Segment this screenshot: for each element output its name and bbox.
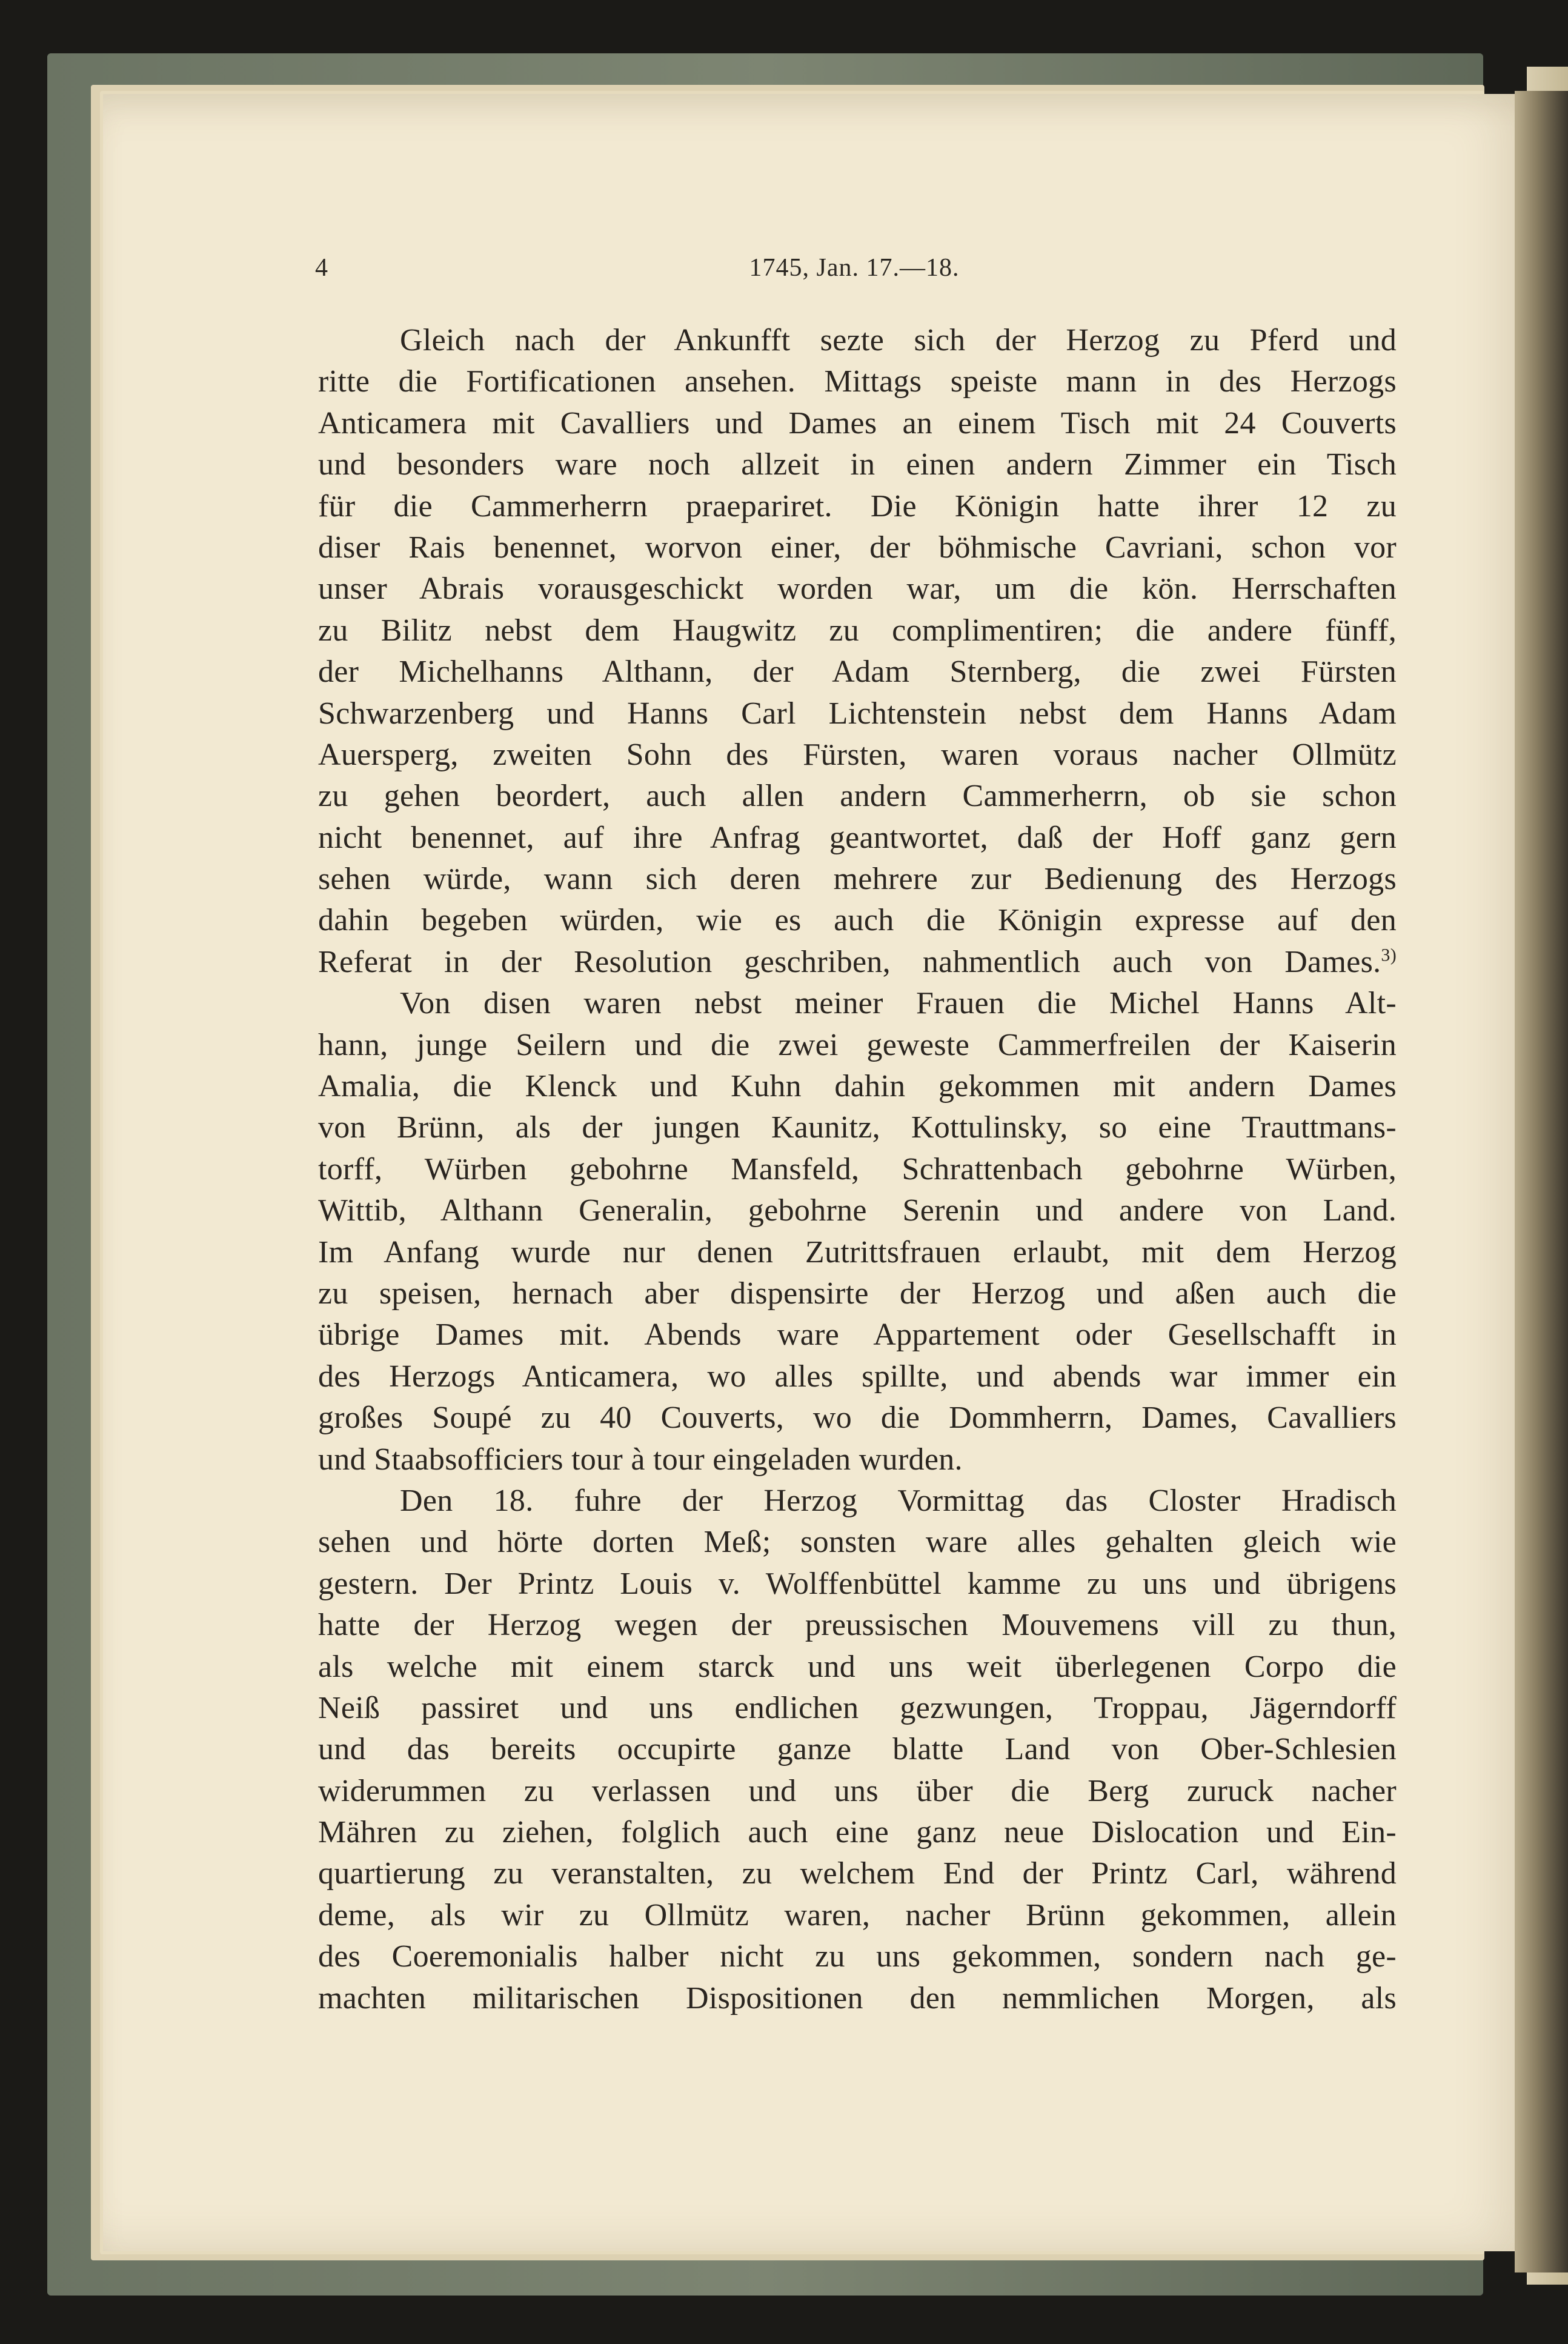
text-line: von Brünn, als der jungen Kaunitz, Kottulinsky, so eine Trauttmans-: [318, 1110, 1397, 1145]
text-line: hatte der Herzog wegen der preussischen Mouvemens vill zu thun,: [318, 1608, 1397, 1643]
book-gutter: [1515, 91, 1568, 2272]
text-line: großes Soupé zu 40 Couverts, wo die Dommherrn, Dames, Cavalliers: [318, 1400, 1397, 1436]
text-line: der Michelhanns Althann, der Adam Sternberg, die zwei Fürsten: [318, 654, 1397, 690]
text-line: Wittib, Althann Generalin, gebohrne Serenin und andere von Land.: [318, 1193, 1397, 1228]
text-line: Gleich nach der Ankunfft sezte sich der Herzog zu Pferd und: [400, 323, 1397, 358]
text-line: Auersperg, zweiten Sohn des Fürsten, waren voraus nacher Ollmütz: [318, 737, 1397, 772]
text-line: sehen würde, wann sich deren mehrere zur Bedienung des Herzogs: [318, 862, 1397, 897]
text-line: und Staabsofficiers tour à tour eingeladen wurden.: [318, 1442, 963, 1477]
text-line: dahin begeben würden, wie es auch die Königin expresse auf den: [318, 903, 1397, 938]
text-line: widerummen zu verlassen und uns über die Berg zuruck nacher: [318, 1773, 1397, 1808]
text-line: nicht benennet, auf ihre Anfrag geantwortet, daß der Hoff ganz gern: [318, 820, 1397, 855]
text-line: Neiß passiret und uns endlichen gezwungen, Troppau, Jägerndorff: [318, 1690, 1397, 1725]
text-line: Den 18. fuhre der Herzog Vormittag das Closter Hradisch: [400, 1483, 1397, 1518]
text-line: quartierung zu veranstalten, zu welchem End der Printz Carl, während: [318, 1856, 1397, 1891]
running-head: [315, 253, 1394, 296]
text-line: des Herzogs Anticamera, wo alles spillte, und abends war immer ein: [318, 1359, 1397, 1394]
text-line: gestern. Der Printz Louis v. Wolffenbüttel kamme zu uns und übrigens: [318, 1566, 1397, 1601]
text-line-with-footnote: [318, 942, 1397, 983]
text-line: zu speisen, hernach aber dispensirte der Herzog und aßen auch die: [318, 1276, 1397, 1311]
body-text: [318, 320, 1397, 2019]
text-line: zu Bilitz nebst dem Haugwitz zu complimentiren; die andere fünff,: [318, 613, 1397, 648]
text-line: für die Cammerherrn praepariret. Die Königin hatte ihrer 12 zu: [318, 488, 1397, 524]
text-line: Schwarzenberg und Hanns Carl Lichtenstein nebst dem Hanns Adam: [318, 696, 1397, 731]
text-line: als welche mit einem starck und uns weit überlegenen Corpo die: [318, 1649, 1397, 1684]
text-line: des Coeremonialis halber nicht zu uns gekommen, sondern nach ge-: [318, 1939, 1397, 1974]
text-line: deme, als wir zu Ollmütz waren, nacher Brünn gekommen, allein: [318, 1897, 1397, 1933]
text-line: diser Rais benennet, worvon einer, der böhmische Cavriani, schon vor: [318, 530, 1397, 565]
text-line: zu gehen beordert, auch allen andern Cammerherrn, ob sie schon: [318, 779, 1397, 814]
text-line: und das bereits occupirte ganze blatte Land von Ober-Schlesien: [318, 1732, 1397, 1767]
text-line: ritte die Fortificationen ansehen. Mittags speiste mann in des Herzogs: [318, 364, 1397, 399]
text-line: unser Abrais vorausgeschickt worden war, um die kön. Herrschaften: [318, 571, 1397, 607]
text-line: Amalia, die Klenck und Kuhn dahin gekommen mit andern Dames: [318, 1069, 1397, 1104]
text-line: Anticamera mit Cavalliers und Dames an einem Tisch mit 24 Couverts: [318, 405, 1397, 441]
running-title: 1745, Jan. 17.—18.: [749, 254, 960, 282]
text-line: übrige Dames mit. Abends ware Appartement oder Gesellschafft in: [318, 1317, 1397, 1353]
text-line: sehen und hörte dorten Meß; sonsten ware alles gehalten gleich wie: [318, 1525, 1397, 1560]
footnote-marker: 3): [1381, 945, 1397, 965]
text-line: Mähren zu ziehen, folglich auch eine ganz neue Dislocation und Ein-: [318, 1815, 1397, 1850]
text-line: hann, junge Seilern und die zwei geweste Cammerfreilen der Kaiserin: [318, 1027, 1397, 1062]
text-line: machten militarischen Dispositionen den nemmlichen Morgen, als: [318, 1980, 1397, 2016]
text-line: und besonders ware noch allzeit in einen andern Zimmer ein Tisch: [318, 447, 1397, 482]
page-number: 4: [315, 254, 328, 282]
text-line: Von disen waren nebst meiner Frauen die Michel Hanns Alt-: [400, 986, 1397, 1021]
text-line: Referat in der Resolution geschriben, nahmentlich auch von Dames.: [318, 944, 1381, 979]
text-line: torff, Würben gebohrne Mansfeld, Schrattenbach gebohrne Würben,: [318, 1151, 1397, 1187]
text-line: Im Anfang wurde nur denen Zutrittsfrauen erlaubt, mit dem Herzog: [318, 1234, 1397, 1270]
